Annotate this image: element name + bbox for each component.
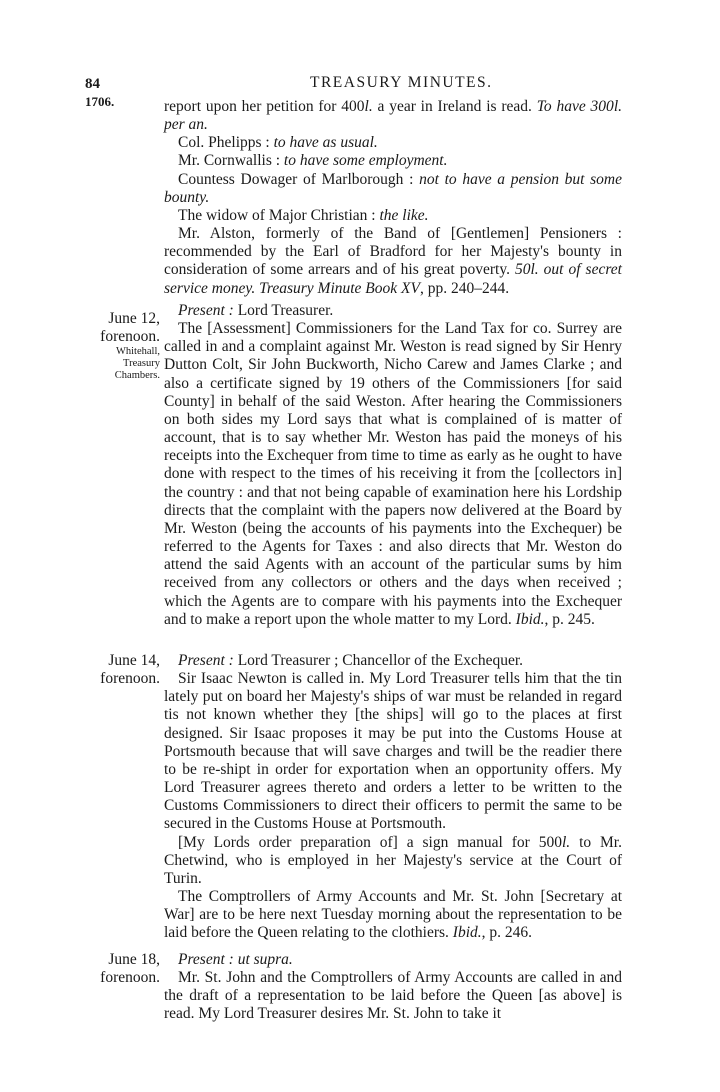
italic-run: l. bbox=[561, 833, 571, 851]
text-run: Mr. St. John and the Comptrollers of Army Accounts are called in and the draft of a representation to be laid before the Queen [as above] is read. My Lord Treasurer desires Mr. St. John to take it bbox=[164, 969, 622, 1023]
paragraph bbox=[164, 652, 622, 670]
italic-run: ut supra. bbox=[233, 951, 293, 968]
text-run: Lord Treasurer. bbox=[233, 302, 334, 319]
text-run: Countess Dowager of Marlborough : bbox=[178, 170, 420, 188]
italic-run: to have some employment. bbox=[283, 152, 448, 170]
text-run: Col. Phelipps : bbox=[178, 134, 274, 152]
margin-date: forenoon. bbox=[100, 969, 160, 986]
margin-date: June 14, bbox=[108, 652, 160, 669]
text-run: , p. 246. bbox=[481, 924, 533, 942]
italic-run: To have 300 bbox=[536, 98, 614, 115]
text-run: a year in Ireland is read. bbox=[372, 98, 537, 115]
italic-run: 50 bbox=[514, 261, 531, 279]
margin-date: June 18, bbox=[108, 951, 160, 968]
text-run: Mr. Alston, formerly of the Band of [Gentlemen] Pensioners : recommended by the Earl of Bradford for her Majesty's bounty in consideration of some arrears and of his great poverty. bbox=[164, 225, 622, 279]
italic-run: Present : bbox=[178, 302, 234, 319]
paragraph bbox=[164, 134, 622, 152]
text-run: [My Lords order preparation of] a sign manual for 500 bbox=[178, 833, 562, 851]
italic-run: the like. bbox=[379, 206, 429, 224]
text-run: The widow of Major Christian : bbox=[178, 206, 380, 224]
margin-date: forenoon. bbox=[100, 328, 160, 345]
text-run: report upon her petition for 400 bbox=[164, 98, 365, 115]
margin-place: Chambers. bbox=[114, 370, 160, 381]
paragraph bbox=[164, 302, 622, 320]
italic-run: l. bbox=[530, 261, 539, 279]
text-run: , p. 245. bbox=[544, 610, 595, 628]
italic-run: Present : bbox=[178, 951, 234, 968]
paragraph bbox=[164, 207, 622, 225]
italic-run: out of secret service money. Treasury Minute Book XV bbox=[164, 261, 622, 297]
text-run: , pp. 240–244. bbox=[419, 279, 510, 297]
text-run: The [Assessment] Commissioners for the Land Tax for co. Surrey are called in and a complaint against Mr. Weston is read signed by Sir Henry Dutton Colt, Sir John Buckworth, Nicho Carew and James Clarke ; and also a certificate signed by 19 others of the Commissioners [for said County] in behalf of the said Weston. After hearing the Commissioners on both sides my Lord says that what is complained of is matter of account, that is to say whether Mr. Weston has paid the moneys of his receipts into the Exchequer from time to time as early as he ought to have done with respect to the times of his receiving it from the [collectors in] the country : and that not being capable of examination here his Lordship directs that the complaint with the papers now delivered at the Board by Mr. Weston (being the accounts of his payments into the Exchequer) be referred to the Agents for Taxes : and also directs that Mr. Weston do attend the said Agents with an account of the particular sums by him received from any collectors or others and the days when received ; which the Agents are to compare with his payments into the Exchequer and to make a report upon the whole matter to my Lord. bbox=[164, 320, 622, 628]
margin-place: Whitehall, bbox=[115, 346, 160, 357]
italic-run: Ibid. bbox=[452, 924, 482, 942]
year-marker: 1706. bbox=[85, 94, 115, 109]
page-number: 84 bbox=[85, 76, 100, 92]
entry-3-margin bbox=[82, 652, 160, 688]
entry-3-text bbox=[164, 652, 622, 943]
text-run: Mr. Cornwallis : bbox=[178, 152, 284, 170]
margin-place: Treasury bbox=[123, 358, 160, 369]
entry-4-text bbox=[164, 951, 622, 1024]
text-run: The Comptrollers of Army Accounts and Mr. St. John [Secretary at War] are to be here next Tuesday morning about the representation to be laid before the Queen relating to the clothiers. bbox=[164, 888, 622, 942]
text-run: Lord Treasurer ; Chancellor of the Exchequer. bbox=[233, 652, 524, 669]
entry-1-text bbox=[164, 98, 622, 298]
paragraph bbox=[164, 171, 622, 207]
text-run: Sir Isaac Newton is called in. My Lord Treasurer tells him that the tin lately put on board her Majesty's ships of war must be relanded in regard tis not known whether they [the ships] will go to the places at first designed. Sir Isaac proposes it may be put into the Customs House at Portsmouth because that will save charges and twill be the readier there to be re-shipt in order for exportation when an opportunity offers. My Lord Treasurer agrees thereto and orders a letter to be written to the Customs Commissioners to direct their officers to permit the same to be secured in the Customs House at Portsmouth. bbox=[164, 670, 622, 833]
paragraph bbox=[164, 888, 622, 942]
paragraph bbox=[164, 834, 622, 888]
entry-4-margin bbox=[82, 951, 160, 987]
italic-run: not to have a pension but some bounty. bbox=[164, 170, 622, 206]
paragraph bbox=[164, 670, 622, 833]
paragraph bbox=[164, 320, 622, 629]
margin-date: June 12, bbox=[108, 310, 160, 327]
paragraph bbox=[164, 951, 622, 969]
text-run: to Mr. Chetwind, who is employed in her Majesty's service at the Court of Turin. bbox=[164, 833, 622, 887]
margin-date: forenoon. bbox=[100, 670, 160, 687]
paragraph bbox=[164, 225, 622, 298]
entry-2-margin bbox=[82, 310, 160, 382]
entry-2-text bbox=[164, 302, 622, 629]
paragraph bbox=[164, 152, 622, 170]
italic-run: to have as usual. bbox=[273, 134, 378, 152]
italic-run: l. bbox=[364, 98, 373, 115]
italic-run: Ibid. bbox=[515, 610, 545, 628]
italic-run: l. bbox=[613, 98, 622, 115]
italic-run: per an. bbox=[164, 116, 208, 134]
italic-run: Present : bbox=[178, 652, 234, 669]
paragraph bbox=[164, 969, 622, 1023]
paragraph bbox=[164, 98, 622, 134]
running-head: TREASURY MINUTES. bbox=[310, 74, 493, 91]
